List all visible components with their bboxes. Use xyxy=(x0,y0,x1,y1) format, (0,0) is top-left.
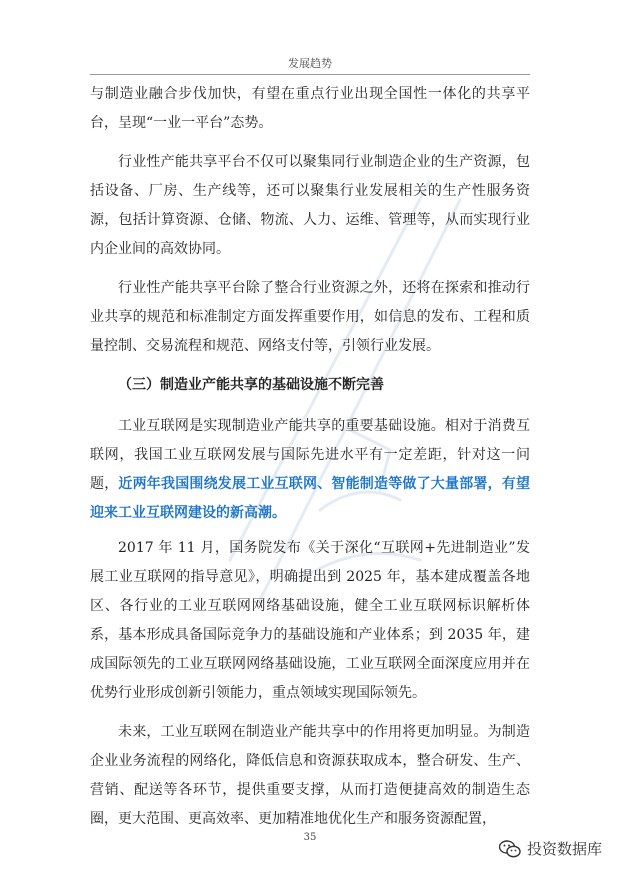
paragraph-6: 未来，工业互联网在制造业产能共享中的作用将更加明显。为制造企业业务流程的网络化，降低信息和资源获取成本，整合研发、生产、营销、配送等各环节，提供重要支撑，从而打造便捷高效的制造生态圈，更大范围、更高效率、更加精准地优化生产和服务资源配置， xyxy=(90,724,530,827)
header-divider xyxy=(90,74,530,75)
page-header: 发展趋势 xyxy=(288,57,332,70)
highlighted-text: 近两年我国围绕发展工业互联网、智能制造等做了大量部署，有望迎来工业互联网建设的新高潮。 xyxy=(90,476,531,521)
section-heading: （三）制造业产能共享的基础设施不断完善 xyxy=(118,377,384,393)
brand-name: 投资数据库 xyxy=(526,840,602,858)
paragraph-2: 行业性产能共享平台不仅可以聚集同行业制造企业的生产资源，包括设备、厂房、生产线等，还可以聚集行业发展相关的生产性服务资源，包括计算资源、仓储、物流、人力、运维、管理等，从而实现行业内企业间的高效协同。 xyxy=(90,154,530,257)
page-body xyxy=(90,80,530,844)
paragraph-3: 行业性产能共享平台除了整合行业资源之外，还将在探索和推动行业共享的规范和标准制定方面发挥重要作用，如信息的发布、工程和质量控制、交易流程和规范、网络支付等，引领行业发展。 xyxy=(90,280,530,354)
paragraph-4 xyxy=(90,412,530,528)
wechat-icon xyxy=(499,840,521,858)
paragraph-4-text: 工业互联网是实现制造业产能共享的重要基础设施。相对于消费互联网，我国工业互联网发展与国际先进水平有一定差距，针对这一问题， xyxy=(90,418,530,492)
footer-brand xyxy=(499,838,602,859)
paragraph-5: 2017 年 11 月，国务院发布《关于深化“互联网+先进制造业”发展工业互联网的指导意见》，明确提出到 2025 年，基本建成覆盖各地区、各行业的工业互联网网络基础设施，健全工业互联网标识解析体系，基本形成具备国际竞争力的基础设施和产业体系；到 2035 年，建成国际领先的工业互联网网络基础设施，工业互联网全面深度应用并在优势行业形成创新引领能力，重点领域实现国际领先。 xyxy=(90,540,530,701)
paragraph-1: 与制造业融合步伐加快，有望在重点行业出现全国性一体化的共享平台，呈现“一业一平台”态势。 xyxy=(90,86,530,131)
page-number: 35 xyxy=(303,832,317,843)
